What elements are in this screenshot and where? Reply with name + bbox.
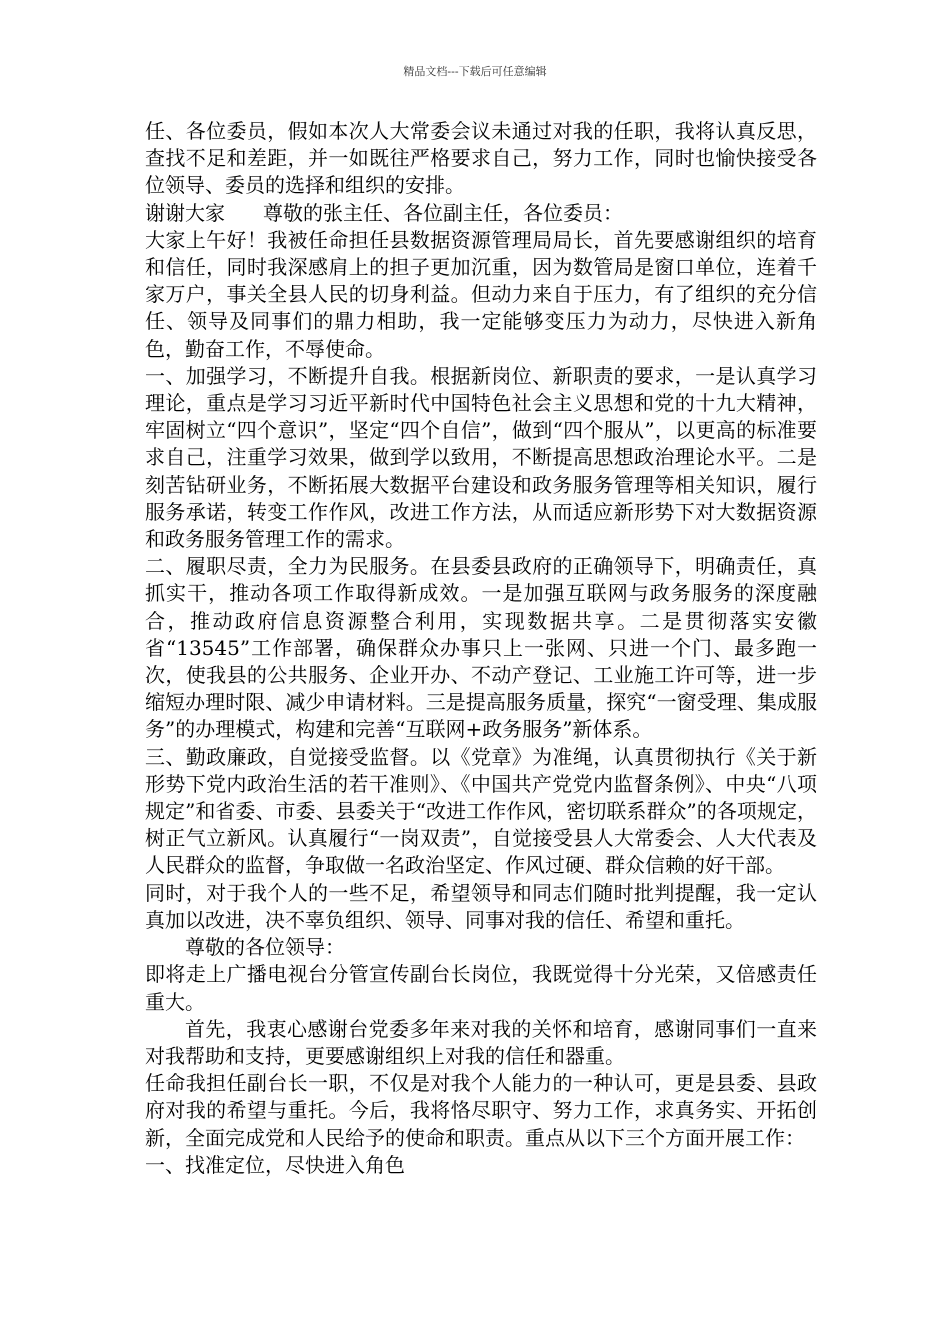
thanks-and-salutation-line — [145, 200, 817, 227]
document-body — [145, 118, 817, 1179]
paragraph-conclusion: 同时，对于我个人的一些不足，希望领导和同志们随时批判提醒，我一定认真加以改进，决不辜负组织、领导、同事对我的信任、希望和重托。 — [145, 880, 817, 932]
paragraph-point-two: 二、履职尽责，全力为民服务。在县委县政府的正确领导下，明确责任，真抓实干，推动各项工作取得新成效。一是加强互联网与政务服务的深度融合，推动政府信息资源整合利用，实现数据共享。二是贯彻落实安徽省“13545”工作部署，确保群众办事只上一张网、只进一个门、最多跑一次，使我县的公共服务、企业开办、不动产登记、工业施工许可等，进一步缩短办理时限、减少申请材料。三是提高服务质量，探究“一窗受理、集成服务”的办理模式，构建和完善“互联网+政务服务”新体系。 — [145, 554, 817, 742]
page-header: 精品文档---下载后可任意编辑 — [403, 65, 547, 78]
section-heading-one: 一、找准定位，尽快进入角色 — [145, 1152, 405, 1177]
paragraph-point-one: 一、加强学习，不断提升自我。根据新岗位、新职责的要求，一是认真学习理论，重点是学习习近平新时代中国特色社会主义思想和党的十九大精神，牢固树立“四个意识”，坚定“四个自信”，做到“四个服从”，以更高的标准要求自己，注重学习效果，做到学以致用，不断提高思想政治理论水平。二是刻苦钻研业务，不断拓展大数据平台建设和政务服务管理等相关知识，履行服务承诺，转变工作作风，改进工作方法，从而适应新形势下对大数据资源和政务服务管理工作的需求。 — [145, 363, 817, 552]
paragraph-greeting: 大家上午好！我被任命担任县数据资源管理局局长，首先要感谢组织的培育和信任，同时我深感肩上的担子更加沉重，因为数管局是窗口单位，连着千家万户，事关全县人民的切身利益。但动力来自于压力，有了组织的充分信任、领导及同事们的鼎力相助，我一定能够变压力为动力，尽快进入新角色，勤奋工作，不辱使命。 — [145, 227, 817, 361]
paragraph-point-three: 三、勤政廉政，自觉接受监督。以《党章》为准绳，认真贯彻执行《关于新形势下党内政治生活的若干准则》、《中国共产党党内监督条例》、中央“八项规定”和省委、市委、县委关于“改进工作作风，密切联系群众”的各项规定，树正气立新风。认真履行“一岗双责”，自觉接受县人大常委会、人大代表及人民群众的监督，争取做一名政治坚定、作风过硬、群众信赖的好干部。 — [145, 744, 817, 878]
paragraph-gratitude: 首先，我衷心感谢台党委多年来对我的关怀和培育，感谢同事们一直来对我帮助和支持，更要感谢组织上对我的信任和器重。 — [145, 1016, 817, 1068]
thanks-text: 谢谢大家 — [145, 200, 225, 225]
salutation-text: 尊敬的张主任、各位副主任，各位委员： — [263, 200, 623, 225]
paragraph-closing-remarks: 任、各位委员，假如本次人大常委会议未通过对我的任职，我将认真反思，查找不足和差距，并一如既往严格要求自己，努力工作，同时也愉快接受各位领导、委员的选择和组织的安排。 — [145, 119, 817, 198]
salutation-leaders: 尊敬的各位领导： — [185, 935, 345, 960]
paragraph-new-post: 即将走上广播电视台分管宣传副台长岗位，我既觉得十分光荣，又倍感责任重大。 — [145, 962, 817, 1014]
paragraph-appointment: 任命我担任副台长一职，不仅是对我个人能力的一种认可，更是县委、县政府对我的希望与重托。今后，我将恪尽职守、努力工作，求真务实、开拓创新，全面完成党和人民给予的使命和职责。重点从以下三个方面开展工作： — [145, 1071, 817, 1150]
